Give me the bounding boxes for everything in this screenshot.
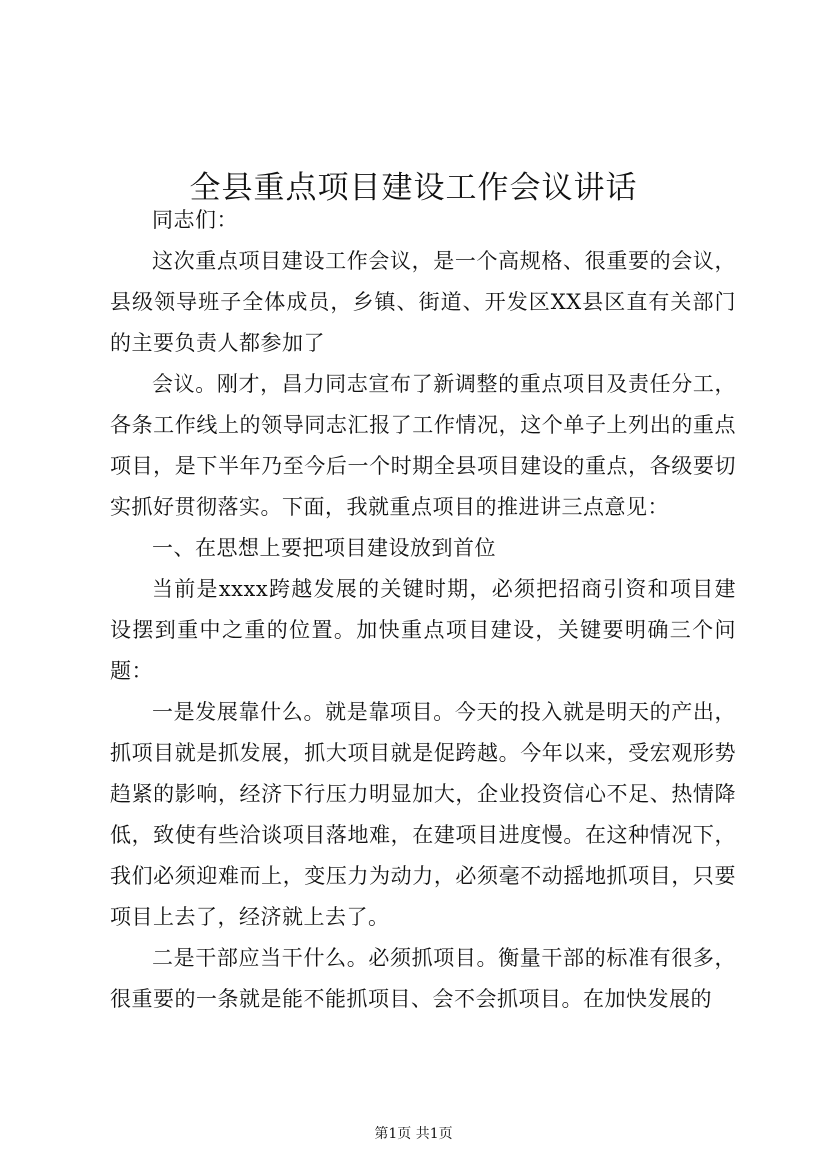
paragraph: 会议。刚才，昌力同志宣布了新调整的重点项目及责任分工，各条工作线上的领导同志汇报了工作情况，这个单子上列出的重点项目，是下半年乃至今后一个时期全县项目建设的重点，各级要切实抓好贯彻落实。下面，我就重点项目的推进讲三点意见：: [110, 372, 736, 519]
paragraph: 当前是xxxx跨越发展的关键时期，必须把招商引资和项目建设摆到重中之重的位置。加快重点项目建设，关键要明确三个问题：: [110, 577, 736, 683]
paragraph: 一是发展靠什么。就是靠项目。今天的投入就是明天的产出，抓项目就是抓发展，抓大项目就是促跨越。今年以来，受宏观形势趋紧的影响，经济下行压力明显加大，企业投资信心不足、热情降低，致使有些洽谈项目落地难，在建项目进度慢。在这种情况下，我们必须迎难而上，变压力为动力，必须毫不动摇地抓项目，只要项目上去了，经济就上去了。: [110, 700, 736, 929]
document-body: [110, 200, 736, 1020]
section-heading: 一、在思想上要把项目建设放到首位: [152, 536, 496, 560]
salutation: 同志们：: [152, 208, 238, 232]
paragraph: 二是干部应当干什么。必须抓项目。衡量干部的标准有很多，很重要的一条就是能不能抓项目、会不会抓项目。在加快发展的: [110, 946, 736, 1011]
document-title: 全县重点项目建设工作会议讲话: [189, 169, 638, 206]
page-footer: 第1页 共1页: [374, 1126, 453, 1142]
paragraph: 这次重点项目建设工作会议，是一个高规格、很重要的会议，县级领导班子全体成员，乡镇、街道、开发区XX县区直有关部门的主要负责人都参加了: [110, 249, 736, 355]
